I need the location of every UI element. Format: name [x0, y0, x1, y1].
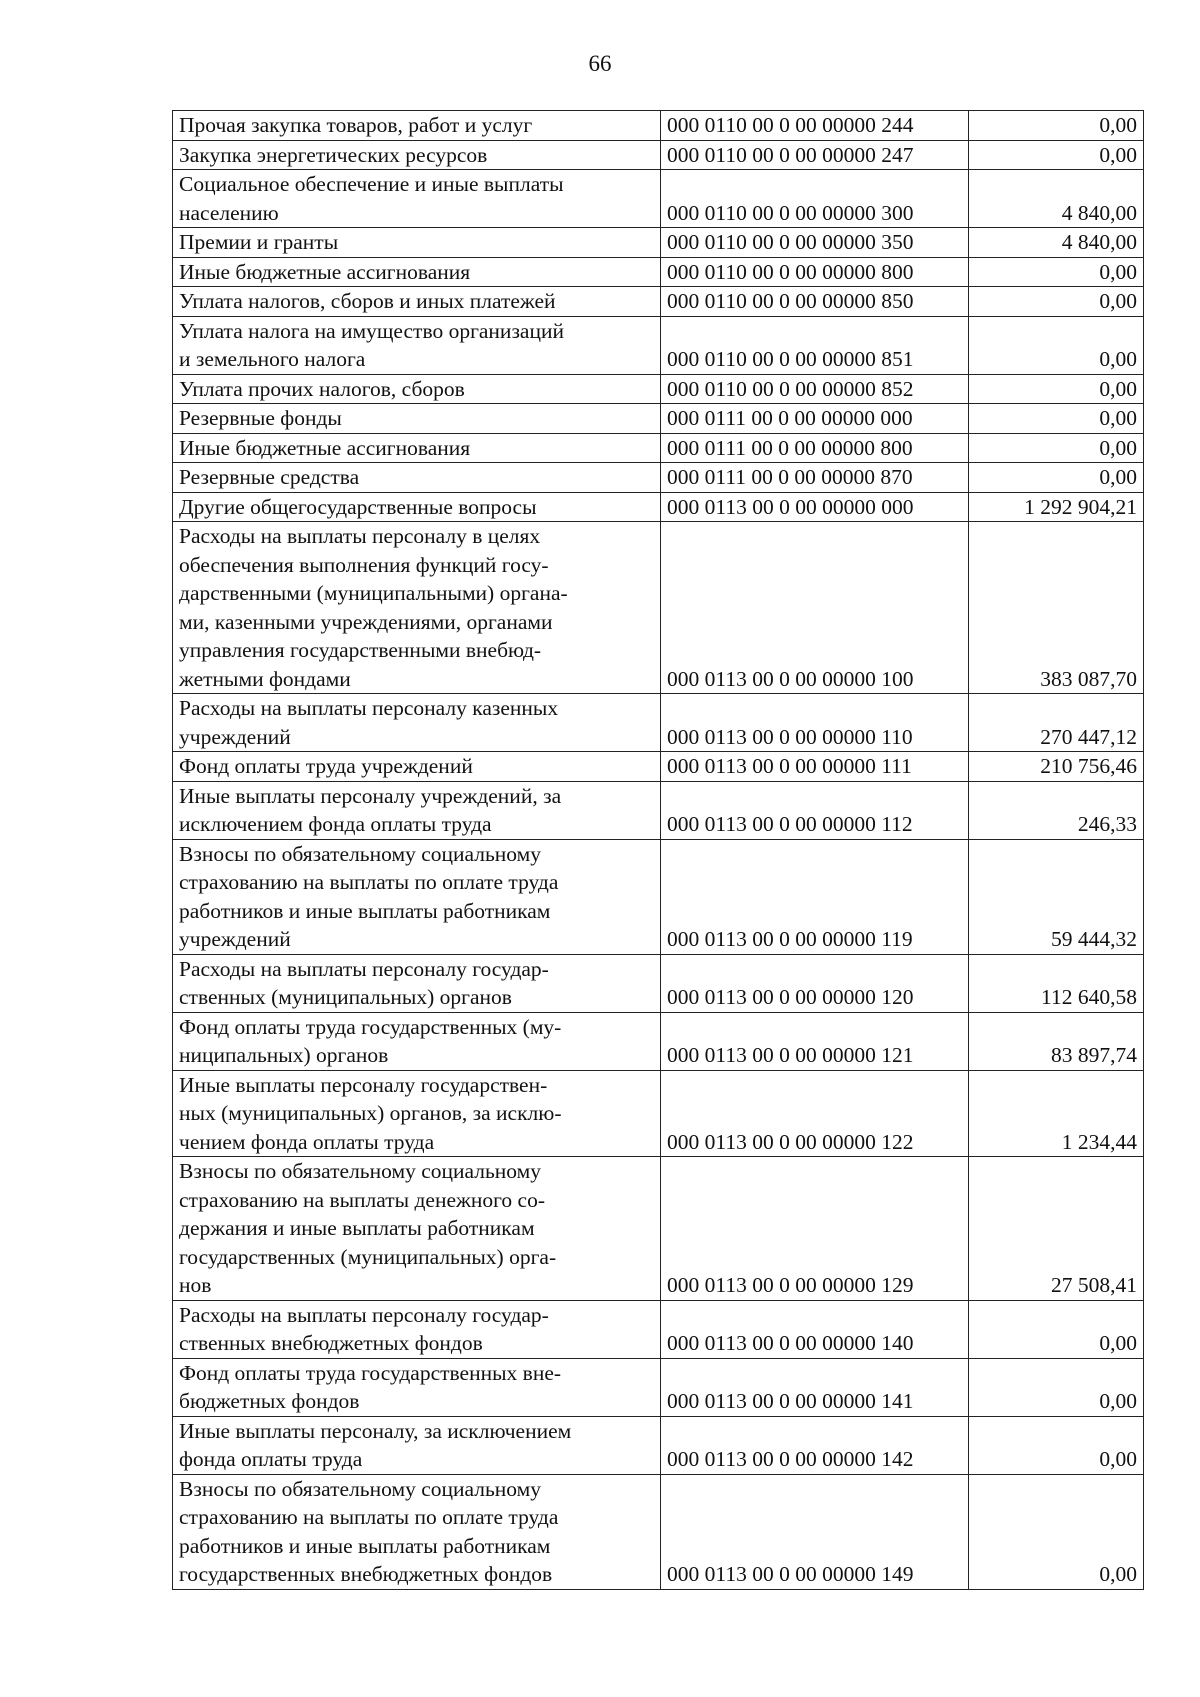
- budget-code-cell: 000 0113 00 0 00 00000 112: [661, 781, 969, 839]
- budget-code-cell: 000 0110 00 0 00 00000 300: [661, 170, 969, 228]
- budget-code-cell: 000 0113 00 0 00 00000 129: [661, 1157, 969, 1301]
- expense-name-cell: Расходы на выплаты персоналу государ- ственных (муниципальных) органов: [173, 954, 661, 1012]
- table-row: [173, 694, 1144, 752]
- budget-code-cell: 000 0113 00 0 00 00000 122: [661, 1070, 969, 1157]
- amount-cell: 112 640,58: [969, 954, 1144, 1012]
- expense-name-cell: Иные бюджетные ассигнования: [173, 257, 661, 287]
- table-row: [173, 752, 1144, 782]
- amount-cell: 0,00: [969, 1416, 1144, 1474]
- expense-name-cell: Иные выплаты персоналу, за исключением фонда оплаты труда: [173, 1416, 661, 1474]
- budget-code-cell: 000 0110 00 0 00 00000 800: [661, 257, 969, 287]
- budget-code-cell: 000 0113 00 0 00 00000 110: [661, 694, 969, 752]
- amount-cell: 4 840,00: [969, 170, 1144, 228]
- budget-code-cell: 000 0113 00 0 00 00000 140: [661, 1300, 969, 1358]
- amount-cell: 210 756,46: [969, 752, 1144, 782]
- expense-name-cell: Фонд оплаты труда государственных вне- бюджетных фондов: [173, 1358, 661, 1416]
- table-row: [173, 954, 1144, 1012]
- expense-name-cell: Расходы на выплаты персоналу казенных учреждений: [173, 694, 661, 752]
- table-row: [173, 522, 1144, 694]
- expense-name-cell: Уплата прочих налогов, сборов: [173, 374, 661, 404]
- expense-name-cell: Закупка энергетических ресурсов: [173, 140, 661, 170]
- table-row: [173, 404, 1144, 434]
- amount-cell: 0,00: [969, 287, 1144, 317]
- expense-name-cell: Уплата налога на имущество организаций и земельного налога: [173, 316, 661, 374]
- budget-code-cell: 000 0110 00 0 00 00000 350: [661, 228, 969, 258]
- amount-cell: 0,00: [969, 1300, 1144, 1358]
- amount-cell: 59 444,32: [969, 839, 1144, 954]
- table-row: [173, 1300, 1144, 1358]
- table-row: [173, 1416, 1144, 1474]
- table-row: [173, 1012, 1144, 1070]
- budget-code-cell: 000 0110 00 0 00 00000 852: [661, 374, 969, 404]
- table-row: [173, 839, 1144, 954]
- amount-cell: 0,00: [969, 463, 1144, 493]
- budget-code-cell: 000 0113 00 0 00 00000 100: [661, 522, 969, 694]
- table-row: [173, 1070, 1144, 1157]
- table-row: [173, 781, 1144, 839]
- amount-cell: 0,00: [969, 316, 1144, 374]
- expense-name-cell: Взносы по обязательному социальному страхованию на выплаты денежного со- держания и иные выплаты работникам государственных (муниципальных) орга- нов: [173, 1157, 661, 1301]
- expense-name-cell: Взносы по обязательному социальному страхованию на выплаты по оплате труда работников и иные выплаты работникам учреждений: [173, 839, 661, 954]
- amount-cell: 0,00: [969, 404, 1144, 434]
- expense-name-cell: Иные выплаты персоналу учреждений, за исключением фонда оплаты труда: [173, 781, 661, 839]
- budget-table: [172, 110, 1144, 1590]
- table-row: [173, 170, 1144, 228]
- amount-cell: 27 508,41: [969, 1157, 1144, 1301]
- expense-name-cell: Социальное обеспечение и иные выплаты населению: [173, 170, 661, 228]
- budget-code-cell: 000 0113 00 0 00 00000 120: [661, 954, 969, 1012]
- amount-cell: 270 447,12: [969, 694, 1144, 752]
- table-row: [173, 1358, 1144, 1416]
- expense-name-cell: Другие общегосударственные вопросы: [173, 492, 661, 522]
- amount-cell: 0,00: [969, 1474, 1144, 1589]
- budget-table-body: [173, 111, 1144, 1590]
- budget-code-cell: 000 0110 00 0 00 00000 850: [661, 287, 969, 317]
- expense-name-cell: Взносы по обязательному социальному страхованию на выплаты по оплате труда работников и иные выплаты работникам государственных внебюджетных фондов: [173, 1474, 661, 1589]
- table-row: [173, 257, 1144, 287]
- table-row: [173, 287, 1144, 317]
- amount-cell: 1 292 904,21: [969, 492, 1144, 522]
- table-row: [173, 111, 1144, 141]
- amount-cell: 0,00: [969, 374, 1144, 404]
- expense-name-cell: Резервные фонды: [173, 404, 661, 434]
- table-row: [173, 1157, 1144, 1301]
- budget-code-cell: 000 0111 00 0 00 00000 800: [661, 433, 969, 463]
- budget-code-cell: 000 0113 00 0 00 00000 000: [661, 492, 969, 522]
- budget-code-cell: 000 0113 00 0 00 00000 121: [661, 1012, 969, 1070]
- amount-cell: 1 234,44: [969, 1070, 1144, 1157]
- amount-cell: 4 840,00: [969, 228, 1144, 258]
- budget-code-cell: 000 0111 00 0 00 00000 000: [661, 404, 969, 434]
- expense-name-cell: Премии и гранты: [173, 228, 661, 258]
- table-row: [173, 433, 1144, 463]
- amount-cell: 246,33: [969, 781, 1144, 839]
- amount-cell: 0,00: [969, 433, 1144, 463]
- expense-name-cell: Иные бюджетные ассигнования: [173, 433, 661, 463]
- budget-code-cell: 000 0113 00 0 00 00000 141: [661, 1358, 969, 1416]
- expense-name-cell: Расходы на выплаты персоналу в целях обеспечения выполнения функций госу- дарственными (муниципальными) органа- ми, казенными учреждениями, органами управления государственными внебюд- жетными фондами: [173, 522, 661, 694]
- amount-cell: 0,00: [969, 257, 1144, 287]
- budget-code-cell: 000 0113 00 0 00 00000 119: [661, 839, 969, 954]
- page-number: 66: [588, 51, 612, 76]
- budget-code-cell: 000 0113 00 0 00 00000 111: [661, 752, 969, 782]
- amount-cell: 0,00: [969, 1358, 1144, 1416]
- table-row: [173, 1474, 1144, 1589]
- budget-code-cell: 000 0110 00 0 00 00000 851: [661, 316, 969, 374]
- expense-name-cell: Прочая закупка товаров, работ и услуг: [173, 111, 661, 141]
- amount-cell: 83 897,74: [969, 1012, 1144, 1070]
- budget-code-cell: 000 0110 00 0 00 00000 247: [661, 140, 969, 170]
- amount-cell: 0,00: [969, 140, 1144, 170]
- table-row: [173, 463, 1144, 493]
- budget-code-cell: 000 0110 00 0 00 00000 244: [661, 111, 969, 141]
- expense-name-cell: Иные выплаты персоналу государствен- ных (муниципальных) органов, за исклю- чением фонда оплаты труда: [173, 1070, 661, 1157]
- expense-name-cell: Уплата налогов, сборов и иных платежей: [173, 287, 661, 317]
- table-row: [173, 228, 1144, 258]
- table-row: [173, 316, 1144, 374]
- budget-code-cell: 000 0111 00 0 00 00000 870: [661, 463, 969, 493]
- expense-name-cell: Фонд оплаты труда учреждений: [173, 752, 661, 782]
- expense-name-cell: Расходы на выплаты персоналу государ- ственных внебюджетных фондов: [173, 1300, 661, 1358]
- table-row: [173, 140, 1144, 170]
- budget-code-cell: 000 0113 00 0 00 00000 142: [661, 1416, 969, 1474]
- amount-cell: 0,00: [969, 111, 1144, 141]
- expense-name-cell: Резервные средства: [173, 463, 661, 493]
- table-row: [173, 374, 1144, 404]
- budget-code-cell: 000 0113 00 0 00 00000 149: [661, 1474, 969, 1589]
- table-row: [173, 492, 1144, 522]
- expense-name-cell: Фонд оплаты труда государственных (му- ниципальных) органов: [173, 1012, 661, 1070]
- amount-cell: 383 087,70: [969, 522, 1144, 694]
